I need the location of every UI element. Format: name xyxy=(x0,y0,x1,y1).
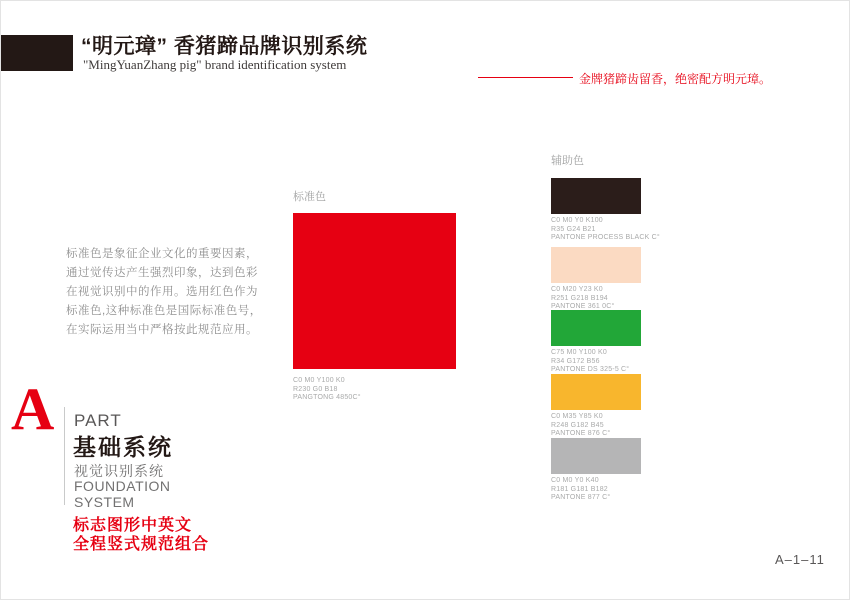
aux-swatch-green xyxy=(551,310,641,346)
aux-codes-yellow xyxy=(551,413,610,439)
aux-codes-gray xyxy=(551,477,610,503)
color-code-cmyk: C0 M0 Y0 K40 xyxy=(551,477,599,484)
part-red-caption-1: 标志图形中英文 xyxy=(73,517,193,534)
aux-swatch-process-black xyxy=(551,178,641,214)
auxiliary-colors-label: 辅助色 xyxy=(551,155,584,167)
color-code-pantone: PANGTONG 4850C° xyxy=(293,394,361,401)
color-code-rgb: R251 G218 B194 xyxy=(551,294,608,302)
aux-swatch-gray xyxy=(551,438,641,474)
color-code-cmyk: C0 M0 Y100 K0 xyxy=(293,377,345,384)
part-label: PART xyxy=(74,411,122,430)
color-code-cmyk: C75 M0 Y100 K0 xyxy=(551,349,607,356)
intro-line: 通过觉传达产生强烈印象，达到色彩 xyxy=(66,267,258,279)
page-title: “明元璋” 香猪蹄品牌识别系统 xyxy=(81,35,368,58)
slogan-rule-line xyxy=(478,77,573,78)
aux-swatch-peach xyxy=(551,247,641,283)
intro-line: 标准色是象征企业文化的重要因素， xyxy=(66,248,258,260)
color-code-pantone: PANTONE 361 0C° xyxy=(551,303,615,310)
color-code-pantone: PANTONE 877 C° xyxy=(551,494,611,501)
color-code-cmyk: C0 M20 Y23 K0 xyxy=(551,286,603,293)
color-code-rgb: R230 G0 B18 xyxy=(293,385,338,393)
color-code-rgb: R34 G172 B56 xyxy=(551,357,600,365)
color-code-rgb: R181 G181 B182 xyxy=(551,485,608,493)
intro-line: 标准色,这种标准色是国际标准色号， xyxy=(66,305,262,317)
standard-color-swatch xyxy=(293,213,456,369)
color-code-cmyk: C0 M35 Y85 K0 xyxy=(551,413,603,420)
page-number: A–1–11 xyxy=(775,552,825,567)
color-code-pantone: PANTONE 876 C° xyxy=(551,430,611,437)
color-code-rgb: R248 G182 B45 xyxy=(551,421,604,429)
part-red-caption-2: 全程竖式规范组合 xyxy=(73,536,210,553)
intro-paragraph xyxy=(66,245,262,340)
part-subtitle-cn: 视觉识别系统 xyxy=(74,463,164,479)
aux-codes-process-black xyxy=(551,217,660,243)
color-code-cmyk: C0 M0 Y0 K100 xyxy=(551,217,603,224)
part-subtitle-en-1: FOUNDATION xyxy=(74,478,171,494)
slogan-text: 金牌猪蹄齿留香，绝密配方明元璋。 xyxy=(579,72,772,86)
intro-line: 在视觉识别中的作用。选用红色作为 xyxy=(66,286,258,298)
standard-color-label: 标准色 xyxy=(293,191,326,203)
color-code-rgb: R35 G24 B21 xyxy=(551,225,596,233)
aux-swatch-yellow xyxy=(551,374,641,410)
aux-codes-peach xyxy=(551,286,615,312)
section-letter: A xyxy=(11,376,55,442)
intro-line: 在实际运用当中严格按此规范应用。 xyxy=(66,324,258,336)
page-subtitle: "MingYuanZhang pig" brand identification system xyxy=(83,57,347,72)
part-subtitle-en-2: SYSTEM xyxy=(74,494,135,510)
part-title: 基础系统 xyxy=(73,434,173,460)
aux-codes-green xyxy=(551,349,629,375)
standard-color-codes xyxy=(293,377,361,403)
color-code-pantone: PANTONE PROCESS BLACK C° xyxy=(551,234,660,241)
vertical-divider xyxy=(64,407,65,505)
color-code-pantone: PANTONE DS 325-5 C° xyxy=(551,366,630,373)
header-black-mark xyxy=(1,35,73,71)
